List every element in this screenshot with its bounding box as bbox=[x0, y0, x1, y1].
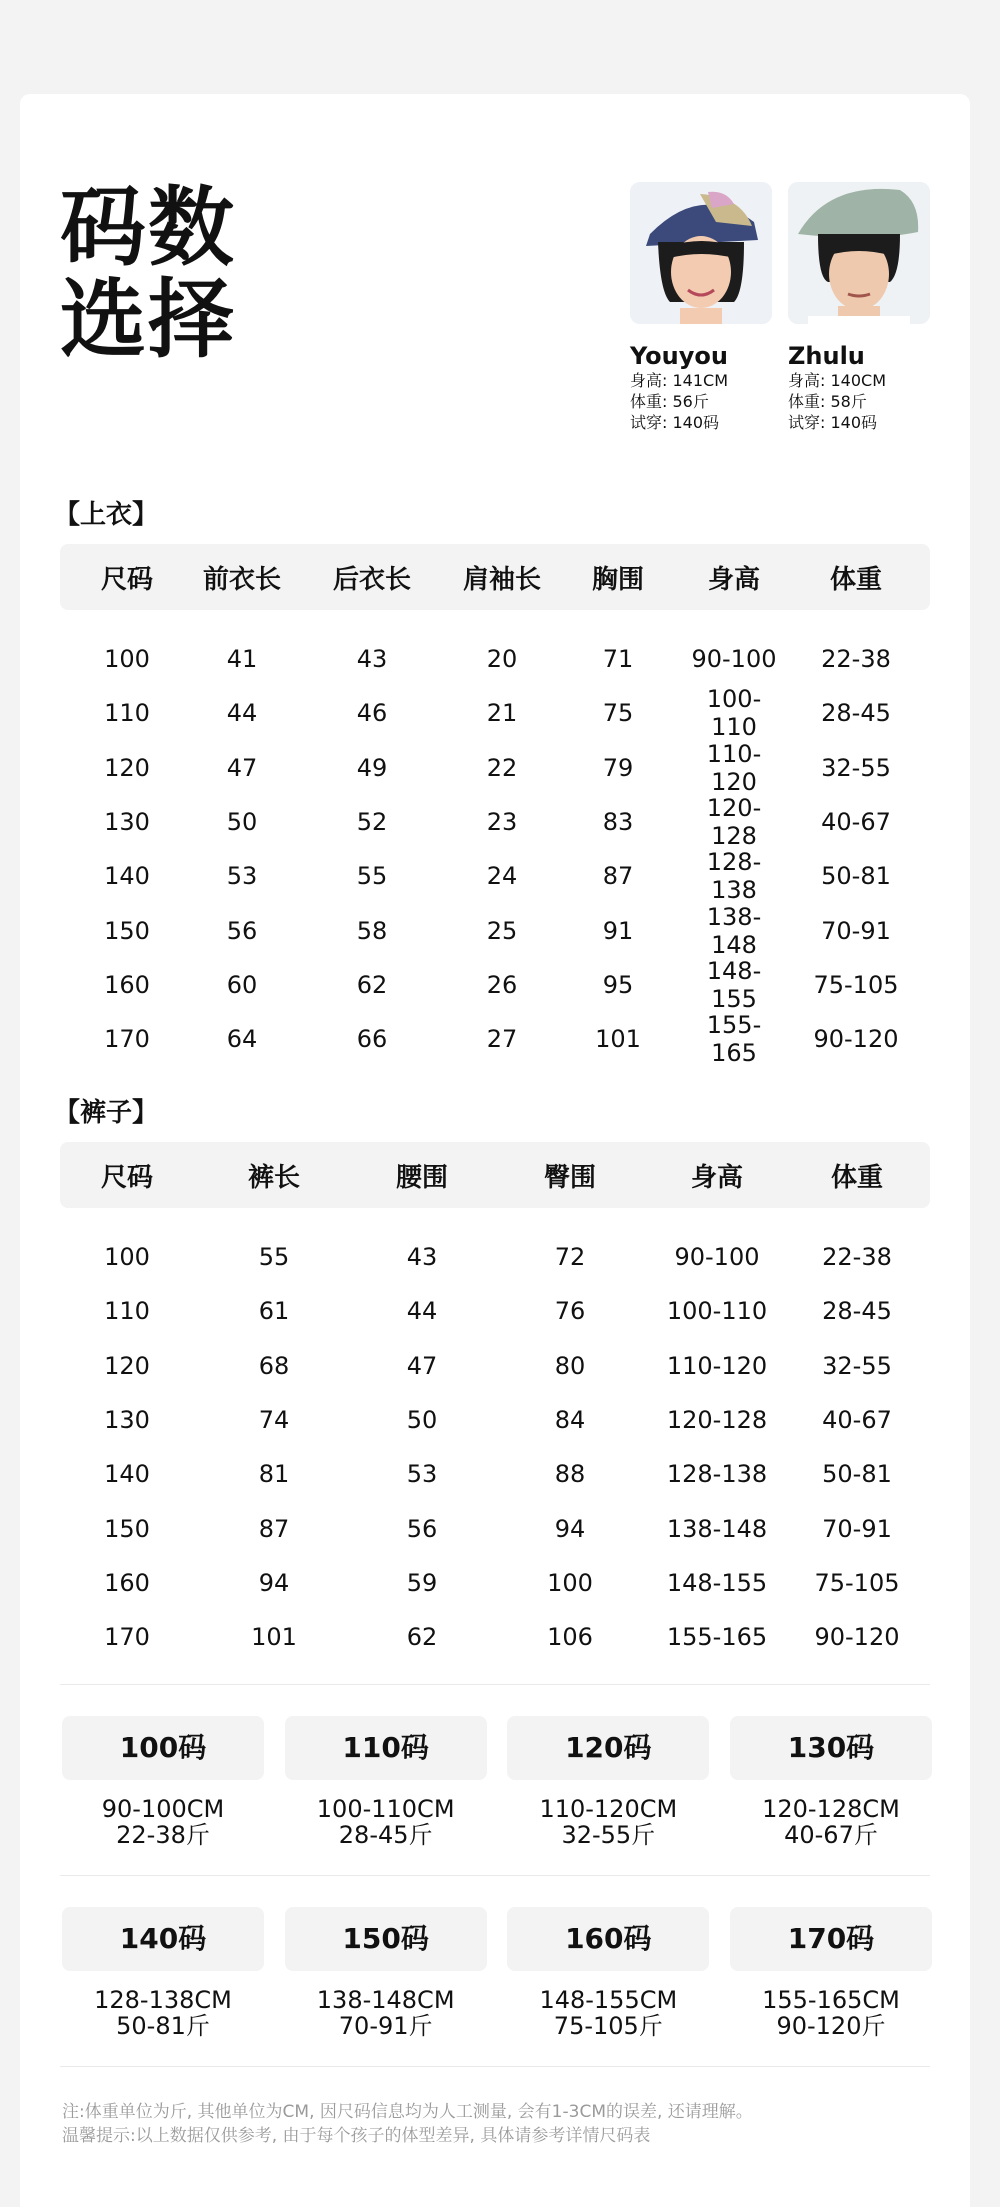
table-cell: 75-105 bbox=[813, 970, 899, 999]
table-body bbox=[60, 1208, 930, 1664]
table-cell: 32-55 bbox=[822, 1351, 892, 1380]
table-header bbox=[60, 544, 930, 610]
table-cell: 43 bbox=[356, 645, 388, 674]
col-front-length: 前衣长 bbox=[202, 564, 281, 595]
note-tip: 温馨提示:以上数据仅供参考, 由于每个孩子的体型差异, 具体请参考详情尺码表 bbox=[62, 2126, 651, 2146]
table-cell: 50 bbox=[226, 808, 258, 837]
size-tile-weight: 32-55斤 bbox=[561, 1821, 656, 1849]
table-cell: 81 bbox=[258, 1460, 290, 1489]
table-cell: 128-138 bbox=[666, 1460, 768, 1489]
table-row bbox=[60, 958, 930, 1012]
table-cell: 130 bbox=[104, 1406, 150, 1435]
model-card-zhulu bbox=[788, 182, 930, 433]
size-tile-height: 100-110CM bbox=[316, 1795, 455, 1823]
divider bbox=[60, 1875, 930, 1876]
table-cell: 70-91 bbox=[822, 1514, 892, 1543]
table-cell: 50-81 bbox=[822, 1460, 892, 1489]
model-card-youyou bbox=[630, 182, 772, 433]
table-row bbox=[60, 1447, 930, 1501]
table-cell: 120-128 bbox=[666, 1406, 768, 1435]
table-cell: 52 bbox=[356, 808, 388, 837]
table-cell: 91 bbox=[602, 916, 634, 945]
child-portrait-icon bbox=[630, 182, 772, 324]
col-waist: 腰围 bbox=[395, 1162, 448, 1193]
table-cell: 58 bbox=[356, 916, 388, 945]
divider bbox=[60, 2066, 930, 2067]
size-tile-weight: 90-120斤 bbox=[776, 2012, 886, 2040]
size-tile-weight: 22-38斤 bbox=[116, 1821, 210, 1849]
table-cell: 110-120 bbox=[706, 739, 762, 796]
col-pants-length: 裤长 bbox=[247, 1162, 300, 1193]
table-cell: 20 bbox=[486, 645, 518, 674]
divider bbox=[60, 1684, 930, 1685]
size-tile-weight: 50-81斤 bbox=[116, 2012, 210, 2040]
col-size: 尺码 bbox=[100, 1162, 153, 1193]
table-cell: 55 bbox=[356, 862, 388, 891]
table-cell: 138-148 bbox=[666, 1514, 768, 1543]
table-cell: 150 bbox=[104, 916, 150, 945]
table-cell: 100 bbox=[547, 1568, 593, 1597]
table-cell: 90-120 bbox=[813, 1025, 899, 1054]
table-row bbox=[60, 1501, 930, 1555]
table-cell: 28-45 bbox=[821, 699, 891, 728]
table-cell: 50 bbox=[406, 1406, 438, 1435]
table-cell: 40-67 bbox=[821, 808, 891, 837]
table-cell: 100-110 bbox=[666, 1297, 768, 1326]
table-row bbox=[60, 632, 930, 686]
table-cell: 64 bbox=[226, 1025, 258, 1054]
size-tile-height: 155-165CM bbox=[762, 1986, 900, 2014]
table-cell: 160 bbox=[104, 1568, 150, 1597]
col-back-length: 后衣长 bbox=[332, 564, 411, 595]
table-cell: 120 bbox=[104, 1351, 150, 1380]
col-hip: 臀围 bbox=[543, 1162, 596, 1193]
table-cell: 22 bbox=[486, 753, 518, 782]
table-cell: 155-165 bbox=[706, 1011, 762, 1068]
table-cell: 62 bbox=[406, 1623, 438, 1652]
table-row bbox=[60, 1339, 930, 1393]
model-weight: 体重: 56斤 bbox=[630, 392, 709, 411]
table-cell: 46 bbox=[356, 699, 388, 728]
table-row bbox=[60, 1610, 930, 1664]
table-cell: 100 bbox=[104, 645, 150, 674]
table-cell: 27 bbox=[486, 1025, 518, 1054]
model-weight: 体重: 58斤 bbox=[788, 392, 867, 411]
table-row bbox=[60, 1284, 930, 1338]
size-guide-card bbox=[20, 94, 970, 2207]
table-row bbox=[60, 1556, 930, 1610]
table-cell: 56 bbox=[406, 1514, 438, 1543]
table-cell: 28-45 bbox=[822, 1297, 892, 1326]
size-tile bbox=[730, 1716, 932, 1848]
table-cell: 87 bbox=[258, 1514, 290, 1543]
table-cell: 83 bbox=[602, 808, 634, 837]
table-cell: 53 bbox=[226, 862, 258, 891]
size-tile bbox=[285, 1716, 487, 1848]
size-tile-weight: 70-91斤 bbox=[338, 2012, 433, 2040]
size-tile-label: 160码 bbox=[507, 1907, 709, 1971]
table-cell: 53 bbox=[406, 1460, 438, 1489]
table-cell: 76 bbox=[554, 1297, 586, 1326]
table-cell: 106 bbox=[547, 1623, 593, 1652]
table-cell: 140 bbox=[104, 1460, 150, 1489]
table-cell: 68 bbox=[258, 1351, 290, 1380]
table-row bbox=[60, 741, 930, 795]
model-height: 身高: 141CM bbox=[630, 371, 728, 390]
size-tiles-row-2 bbox=[62, 1907, 932, 2039]
table-cell: 43 bbox=[406, 1243, 438, 1272]
size-tile-label: 110码 bbox=[285, 1716, 487, 1780]
model-height: 身高: 140CM bbox=[788, 371, 886, 390]
table-cell: 75 bbox=[602, 699, 634, 728]
table-cell: 74 bbox=[258, 1406, 290, 1435]
col-sleeve-length: 肩袖长 bbox=[462, 564, 541, 595]
table-cell: 24 bbox=[486, 862, 518, 891]
table-cell: 44 bbox=[406, 1297, 438, 1326]
size-tiles-row-1 bbox=[62, 1716, 932, 1848]
size-tile-label: 140码 bbox=[62, 1907, 264, 1971]
size-tile-weight: 40-67斤 bbox=[784, 1821, 878, 1849]
col-height: 身高 bbox=[707, 564, 760, 595]
section-label-pants: 【裤子】 bbox=[54, 1098, 159, 1128]
table-cell: 84 bbox=[554, 1406, 586, 1435]
table-cell: 80 bbox=[554, 1351, 586, 1380]
table-cell: 50-81 bbox=[821, 862, 891, 891]
table-cell: 22-38 bbox=[822, 1243, 892, 1272]
size-tile-height: 138-148CM bbox=[316, 1986, 455, 2014]
size-tile-weight: 75-105斤 bbox=[553, 2012, 663, 2040]
table-cell: 120 bbox=[104, 753, 150, 782]
table-cell: 47 bbox=[406, 1351, 438, 1380]
table-cell: 90-120 bbox=[814, 1623, 900, 1652]
table-body bbox=[60, 610, 930, 1066]
table-cell: 138-148 bbox=[706, 902, 762, 959]
size-tile bbox=[62, 1907, 264, 2039]
table-cell: 32-55 bbox=[821, 753, 891, 782]
table-cell: 70-91 bbox=[821, 916, 891, 945]
table-cell: 71 bbox=[602, 645, 634, 674]
table-row bbox=[60, 903, 930, 957]
table-cell: 87 bbox=[602, 862, 634, 891]
table-cell: 56 bbox=[226, 916, 258, 945]
size-tile-height: 90-100CM bbox=[101, 1795, 225, 1823]
table-cell: 21 bbox=[486, 699, 518, 728]
table-cell: 170 bbox=[104, 1623, 150, 1652]
size-tile-label: 170码 bbox=[730, 1907, 932, 1971]
size-tile-weight: 28-45斤 bbox=[338, 1821, 433, 1849]
model-name: Youyou bbox=[630, 342, 728, 370]
table-cell: 90-100 bbox=[674, 1243, 760, 1272]
table-cell: 94 bbox=[554, 1514, 586, 1543]
footnotes bbox=[62, 2100, 753, 2148]
size-tile bbox=[62, 1716, 264, 1848]
size-tile-label: 150码 bbox=[285, 1907, 487, 1971]
section-label-tops: 【上衣】 bbox=[54, 500, 159, 530]
table-cell: 148-155 bbox=[706, 956, 762, 1013]
table-row bbox=[60, 1012, 930, 1066]
table-cell: 150 bbox=[104, 1514, 150, 1543]
table-cell: 61 bbox=[258, 1297, 290, 1326]
table-cell: 62 bbox=[356, 970, 388, 999]
table-cell: 49 bbox=[356, 753, 388, 782]
col-height: 身高 bbox=[690, 1162, 743, 1193]
table-row bbox=[60, 1393, 930, 1447]
size-tile-height: 128-138CM bbox=[94, 1986, 232, 2014]
table-cell: 47 bbox=[226, 753, 258, 782]
table-cell: 75-105 bbox=[814, 1568, 900, 1597]
table-cell: 26 bbox=[486, 970, 518, 999]
model-photo bbox=[788, 182, 930, 324]
size-tile bbox=[507, 1907, 709, 2039]
col-weight: 体重 bbox=[830, 1162, 883, 1193]
table-row bbox=[60, 1230, 930, 1284]
table-cell: 41 bbox=[226, 645, 258, 674]
tops-size-table bbox=[60, 544, 930, 1066]
table-cell: 88 bbox=[554, 1460, 586, 1489]
model-photo bbox=[630, 182, 772, 324]
table-header bbox=[60, 1142, 930, 1208]
table-cell: 72 bbox=[554, 1243, 586, 1272]
size-tile-height: 148-155CM bbox=[539, 1986, 678, 2014]
table-cell: 22-38 bbox=[821, 645, 891, 674]
table-cell: 101 bbox=[251, 1623, 297, 1652]
page-title: 码数 选择 bbox=[60, 178, 236, 370]
table-cell: 130 bbox=[104, 808, 150, 837]
table-cell: 59 bbox=[406, 1568, 438, 1597]
table-cell: 25 bbox=[486, 916, 518, 945]
model-tried-size: 试穿: 140码 bbox=[788, 413, 878, 432]
size-tile-label: 130码 bbox=[730, 1716, 932, 1780]
table-cell: 110 bbox=[104, 1297, 150, 1326]
table-cell: 128-138 bbox=[706, 848, 762, 905]
table-cell: 101 bbox=[595, 1025, 641, 1054]
size-tile-height: 120-128CM bbox=[762, 1795, 900, 1823]
col-weight: 体重 bbox=[829, 564, 882, 595]
size-tile-height: 110-120CM bbox=[539, 1795, 678, 1823]
table-row bbox=[60, 686, 930, 740]
pants-size-table bbox=[60, 1142, 930, 1664]
table-cell: 66 bbox=[356, 1025, 388, 1054]
col-chest: 胸围 bbox=[591, 564, 644, 595]
table-cell: 60 bbox=[226, 970, 258, 999]
size-tile-label: 120码 bbox=[507, 1716, 709, 1780]
model-tried-size: 试穿: 140码 bbox=[630, 413, 720, 432]
child-portrait-icon bbox=[788, 182, 930, 324]
table-cell: 40-67 bbox=[822, 1406, 892, 1435]
table-cell: 110 bbox=[104, 699, 150, 728]
table-cell: 100-110 bbox=[706, 685, 762, 742]
table-row bbox=[60, 795, 930, 849]
size-tile bbox=[507, 1716, 709, 1848]
table-cell: 90-100 bbox=[691, 645, 777, 674]
table-cell: 94 bbox=[258, 1568, 290, 1597]
size-tile bbox=[730, 1907, 932, 2039]
table-cell: 55 bbox=[258, 1243, 290, 1272]
table-cell: 110-120 bbox=[666, 1351, 768, 1380]
table-cell: 160 bbox=[104, 970, 150, 999]
table-cell: 44 bbox=[226, 699, 258, 728]
table-cell: 148-155 bbox=[666, 1568, 768, 1597]
table-row bbox=[60, 849, 930, 903]
table-cell: 155-165 bbox=[666, 1623, 768, 1652]
table-cell: 170 bbox=[104, 1025, 150, 1054]
table-cell: 100 bbox=[104, 1243, 150, 1272]
table-cell: 23 bbox=[486, 808, 518, 837]
note-units: 注:体重单位为斤, 其他单位为CM, 因尺码信息均为人工测量, 会有1-3CM的误差, 还请理解。 bbox=[62, 2102, 753, 2122]
size-tile bbox=[285, 1907, 487, 2039]
table-cell: 140 bbox=[104, 862, 150, 891]
table-cell: 79 bbox=[602, 753, 634, 782]
model-name: Zhulu bbox=[788, 342, 865, 370]
col-size: 尺码 bbox=[100, 564, 153, 595]
size-tile-label: 100码 bbox=[62, 1716, 264, 1780]
table-cell: 120-128 bbox=[706, 794, 762, 851]
table-cell: 95 bbox=[602, 970, 634, 999]
